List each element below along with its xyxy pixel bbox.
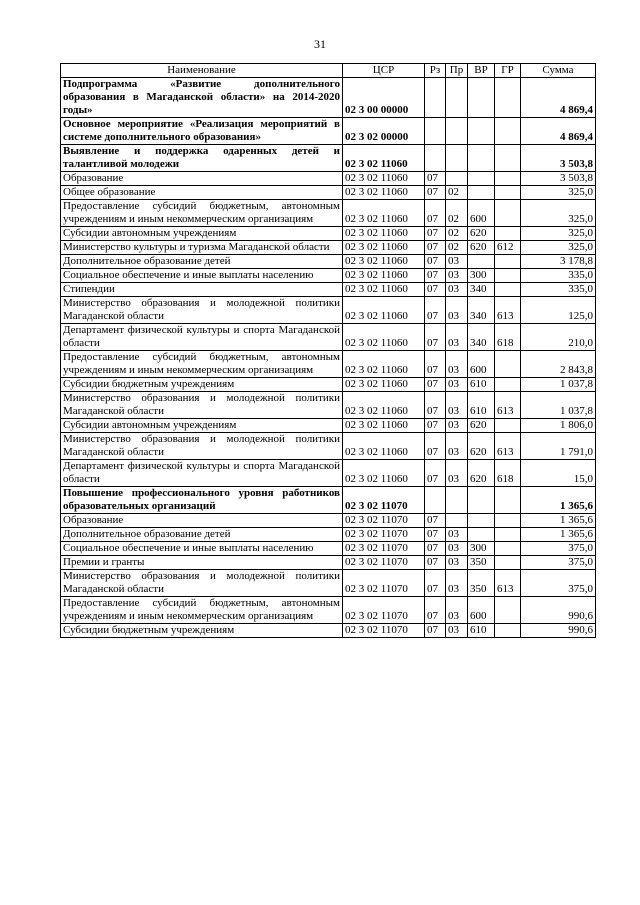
cell-vr <box>468 514 495 528</box>
header-gr: ГР <box>495 64 521 78</box>
cell-csr: 02 3 02 11060 <box>343 324 425 351</box>
cell-vr <box>468 145 495 172</box>
cell-pr <box>446 118 468 145</box>
cell-rz: 07 <box>425 570 446 597</box>
cell-gr <box>495 172 521 186</box>
cell-gr: 613 <box>495 570 521 597</box>
table-row <box>61 433 596 460</box>
cell-name: Субсидии бюджетным учреждениям <box>61 378 343 392</box>
table-row <box>61 378 596 392</box>
cell-csr: 02 3 02 11060 <box>343 200 425 227</box>
cell-csr: 02 3 02 11060 <box>343 145 425 172</box>
cell-rz: 07 <box>425 283 446 297</box>
table-row <box>61 241 596 255</box>
cell-sum: 375,0 <box>521 570 596 597</box>
cell-csr: 02 3 02 11060 <box>343 241 425 255</box>
cell-csr: 02 3 02 11060 <box>343 255 425 269</box>
cell-gr: 613 <box>495 297 521 324</box>
table-row <box>61 172 596 186</box>
cell-sum: 335,0 <box>521 269 596 283</box>
table-row <box>61 297 596 324</box>
cell-rz: 07 <box>425 392 446 419</box>
cell-name: Выявление и поддержка одаренных детей и талантливой молодежи <box>61 145 343 172</box>
cell-pr: 03 <box>446 542 468 556</box>
cell-name: Предоставление субсидий бюджетным, автономным учреждениям и иным некоммерческим организациям <box>61 200 343 227</box>
cell-gr <box>495 514 521 528</box>
cell-csr: 02 3 02 11060 <box>343 172 425 186</box>
cell-csr: 02 3 02 00000 <box>343 118 425 145</box>
cell-name: Предоставление субсидий бюджетным, автономным учреждениям и иным некоммерческим организациям <box>61 351 343 378</box>
cell-name: Департамент физической культуры и спорта Магаданской области <box>61 324 343 351</box>
cell-vr: 610 <box>468 624 495 638</box>
cell-gr: 618 <box>495 324 521 351</box>
cell-csr: 02 3 02 11070 <box>343 556 425 570</box>
cell-sum: 2 843,8 <box>521 351 596 378</box>
cell-vr: 600 <box>468 200 495 227</box>
cell-rz: 07 <box>425 200 446 227</box>
cell-pr: 02 <box>446 241 468 255</box>
cell-csr: 02 3 02 11060 <box>343 283 425 297</box>
cell-pr <box>446 487 468 514</box>
cell-sum: 3 503,8 <box>521 172 596 186</box>
cell-rz: 07 <box>425 433 446 460</box>
cell-sum: 1 791,0 <box>521 433 596 460</box>
cell-sum: 375,0 <box>521 556 596 570</box>
cell-rz: 07 <box>425 378 446 392</box>
cell-rz: 07 <box>425 528 446 542</box>
table-row <box>61 283 596 297</box>
cell-csr: 02 3 02 11060 <box>343 186 425 200</box>
cell-gr <box>495 542 521 556</box>
cell-sum: 990,6 <box>521 624 596 638</box>
cell-gr: 613 <box>495 433 521 460</box>
cell-vr: 300 <box>468 269 495 283</box>
cell-sum: 4 869,4 <box>521 78 596 118</box>
cell-sum: 1 806,0 <box>521 419 596 433</box>
cell-csr: 02 3 02 11060 <box>343 460 425 487</box>
cell-rz: 07 <box>425 227 446 241</box>
cell-csr: 02 3 02 11060 <box>343 433 425 460</box>
cell-sum: 1 365,6 <box>521 528 596 542</box>
cell-csr: 02 3 02 11060 <box>343 419 425 433</box>
cell-sum: 325,0 <box>521 186 596 200</box>
cell-pr: 03 <box>446 624 468 638</box>
cell-sum: 1 365,6 <box>521 514 596 528</box>
cell-pr: 02 <box>446 186 468 200</box>
cell-name: Министерство культуры и туризма Магаданской области <box>61 241 343 255</box>
cell-rz: 07 <box>425 297 446 324</box>
cell-csr: 02 3 02 11060 <box>343 269 425 283</box>
cell-name: Социальное обеспечение и иные выплаты населению <box>61 269 343 283</box>
cell-pr: 03 <box>446 255 468 269</box>
cell-vr <box>468 528 495 542</box>
header-pr: Пр <box>446 64 468 78</box>
table-row <box>61 514 596 528</box>
table-row <box>61 186 596 200</box>
cell-name: Департамент физической культуры и спорта Магаданской области <box>61 460 343 487</box>
cell-name: Общее образование <box>61 186 343 200</box>
cell-csr: 02 3 02 11060 <box>343 227 425 241</box>
cell-sum: 990,6 <box>521 597 596 624</box>
cell-rz: 07 <box>425 269 446 283</box>
header-vr: ВР <box>468 64 495 78</box>
cell-csr: 02 3 02 11060 <box>343 297 425 324</box>
table-row <box>61 460 596 487</box>
cell-rz: 07 <box>425 556 446 570</box>
cell-pr: 03 <box>446 597 468 624</box>
table-body <box>61 78 596 638</box>
cell-gr <box>495 118 521 145</box>
cell-vr: 600 <box>468 351 495 378</box>
cell-vr: 340 <box>468 297 495 324</box>
cell-rz: 07 <box>425 460 446 487</box>
table-row <box>61 392 596 419</box>
cell-gr: 612 <box>495 241 521 255</box>
cell-name: Субсидии автономным учреждениям <box>61 419 343 433</box>
cell-sum: 325,0 <box>521 200 596 227</box>
cell-vr <box>468 118 495 145</box>
cell-vr: 610 <box>468 378 495 392</box>
cell-rz <box>425 118 446 145</box>
cell-gr <box>495 556 521 570</box>
cell-rz: 07 <box>425 324 446 351</box>
cell-pr: 03 <box>446 433 468 460</box>
cell-rz: 07 <box>425 255 446 269</box>
cell-vr <box>468 78 495 118</box>
cell-rz: 07 <box>425 542 446 556</box>
cell-pr <box>446 172 468 186</box>
cell-vr: 620 <box>468 460 495 487</box>
cell-pr: 02 <box>446 227 468 241</box>
cell-gr <box>495 255 521 269</box>
cell-csr: 02 3 02 11070 <box>343 542 425 556</box>
cell-rz: 07 <box>425 351 446 378</box>
cell-rz: 07 <box>425 514 446 528</box>
cell-pr: 03 <box>446 378 468 392</box>
cell-name: Подпрограмма «Развитие дополнительного образования в Магаданской области» на 2014-2020 годы» <box>61 78 343 118</box>
budget-table <box>60 63 596 638</box>
table-row <box>61 528 596 542</box>
cell-name: Повышение профессионального уровня работников образовательных организаций <box>61 487 343 514</box>
cell-name: Социальное обеспечение и иные выплаты населению <box>61 542 343 556</box>
table-row <box>61 419 596 433</box>
cell-name: Стипендии <box>61 283 343 297</box>
cell-rz: 07 <box>425 419 446 433</box>
cell-rz <box>425 78 446 118</box>
cell-vr: 610 <box>468 392 495 419</box>
table-row <box>61 570 596 597</box>
cell-sum: 4 869,4 <box>521 118 596 145</box>
cell-pr <box>446 145 468 172</box>
cell-vr: 350 <box>468 556 495 570</box>
cell-pr: 03 <box>446 324 468 351</box>
cell-csr: 02 3 02 11060 <box>343 378 425 392</box>
cell-vr: 340 <box>468 324 495 351</box>
cell-sum: 1 365,6 <box>521 487 596 514</box>
cell-gr <box>495 200 521 227</box>
cell-pr: 03 <box>446 392 468 419</box>
cell-gr <box>495 145 521 172</box>
table-row <box>61 227 596 241</box>
cell-name: Премии и гранты <box>61 556 343 570</box>
cell-name: Образование <box>61 514 343 528</box>
cell-vr <box>468 186 495 200</box>
cell-sum: 325,0 <box>521 241 596 255</box>
table-row <box>61 351 596 378</box>
cell-pr: 03 <box>446 269 468 283</box>
table-row <box>61 145 596 172</box>
cell-sum: 15,0 <box>521 460 596 487</box>
cell-csr: 02 3 02 11070 <box>343 528 425 542</box>
cell-gr <box>495 351 521 378</box>
cell-sum: 335,0 <box>521 283 596 297</box>
table-row <box>61 78 596 118</box>
cell-csr: 02 3 02 11060 <box>343 351 425 378</box>
cell-name: Дополнительное образование детей <box>61 528 343 542</box>
cell-vr: 600 <box>468 597 495 624</box>
page-number: 31 <box>314 37 326 51</box>
cell-name: Министерство образования и молодежной политики Магаданской области <box>61 433 343 460</box>
table-row <box>61 487 596 514</box>
cell-rz: 07 <box>425 186 446 200</box>
cell-rz: 07 <box>425 624 446 638</box>
cell-gr <box>495 227 521 241</box>
header-name: Наименование <box>61 64 343 78</box>
cell-pr: 03 <box>446 283 468 297</box>
cell-csr: 02 3 02 11070 <box>343 597 425 624</box>
cell-sum: 1 037,8 <box>521 378 596 392</box>
cell-name: Основное мероприятие «Реализация мероприятий в системе дополнительного образования» <box>61 118 343 145</box>
cell-csr: 02 3 02 11070 <box>343 624 425 638</box>
cell-sum: 125,0 <box>521 297 596 324</box>
cell-csr: 02 3 00 00000 <box>343 78 425 118</box>
cell-csr: 02 3 02 11070 <box>343 570 425 597</box>
cell-pr: 03 <box>446 570 468 597</box>
cell-rz: 07 <box>425 172 446 186</box>
cell-csr: 02 3 02 11060 <box>343 392 425 419</box>
cell-vr: 620 <box>468 241 495 255</box>
cell-vr <box>468 487 495 514</box>
table-row <box>61 624 596 638</box>
cell-csr: 02 3 02 11070 <box>343 487 425 514</box>
cell-sum: 325,0 <box>521 227 596 241</box>
cell-name: Министерство образования и молодежной политики Магаданской области <box>61 297 343 324</box>
cell-rz: 07 <box>425 241 446 255</box>
cell-gr <box>495 528 521 542</box>
cell-pr <box>446 78 468 118</box>
table-row <box>61 255 596 269</box>
cell-name: Дополнительное образование детей <box>61 255 343 269</box>
cell-gr <box>495 419 521 433</box>
cell-gr: 613 <box>495 392 521 419</box>
cell-gr <box>495 269 521 283</box>
table-row <box>61 542 596 556</box>
cell-rz: 07 <box>425 597 446 624</box>
cell-vr: 620 <box>468 227 495 241</box>
cell-sum: 3 503,8 <box>521 145 596 172</box>
header-rz: Рз <box>425 64 446 78</box>
cell-name: Министерство образования и молодежной политики Магаданской области <box>61 570 343 597</box>
cell-vr: 340 <box>468 283 495 297</box>
table-row <box>61 269 596 283</box>
cell-name: Субсидии автономным учреждениям <box>61 227 343 241</box>
cell-sum: 375,0 <box>521 542 596 556</box>
cell-vr: 350 <box>468 570 495 597</box>
cell-gr: 618 <box>495 460 521 487</box>
cell-gr <box>495 487 521 514</box>
cell-vr: 620 <box>468 419 495 433</box>
cell-pr: 03 <box>446 528 468 542</box>
cell-name: Предоставление субсидий бюджетным, автономным учреждениям и иным некоммерческим организациям <box>61 597 343 624</box>
cell-gr <box>495 78 521 118</box>
cell-gr <box>495 378 521 392</box>
cell-sum: 3 178,8 <box>521 255 596 269</box>
cell-vr: 300 <box>468 542 495 556</box>
cell-pr: 03 <box>446 460 468 487</box>
cell-csr: 02 3 02 11070 <box>343 514 425 528</box>
cell-gr <box>495 624 521 638</box>
cell-pr: 03 <box>446 556 468 570</box>
cell-gr <box>495 186 521 200</box>
cell-gr <box>495 283 521 297</box>
cell-pr <box>446 514 468 528</box>
cell-pr: 03 <box>446 419 468 433</box>
table-row <box>61 200 596 227</box>
cell-vr <box>468 255 495 269</box>
header-sum: Сумма <box>521 64 596 78</box>
table-row <box>61 324 596 351</box>
cell-vr <box>468 172 495 186</box>
cell-vr: 620 <box>468 433 495 460</box>
cell-pr: 03 <box>446 351 468 378</box>
cell-name: Субсидии бюджетным учреждениям <box>61 624 343 638</box>
cell-sum: 1 037,8 <box>521 392 596 419</box>
cell-rz <box>425 487 446 514</box>
table-row <box>61 118 596 145</box>
cell-name: Образование <box>61 172 343 186</box>
cell-sum: 210,0 <box>521 324 596 351</box>
cell-rz <box>425 145 446 172</box>
cell-gr <box>495 597 521 624</box>
table-row <box>61 597 596 624</box>
table-row <box>61 556 596 570</box>
cell-name: Министерство образования и молодежной политики Магаданской области <box>61 392 343 419</box>
cell-pr: 03 <box>446 297 468 324</box>
header-csr: ЦСР <box>343 64 425 78</box>
table-header-row <box>61 64 596 78</box>
cell-pr: 02 <box>446 200 468 227</box>
